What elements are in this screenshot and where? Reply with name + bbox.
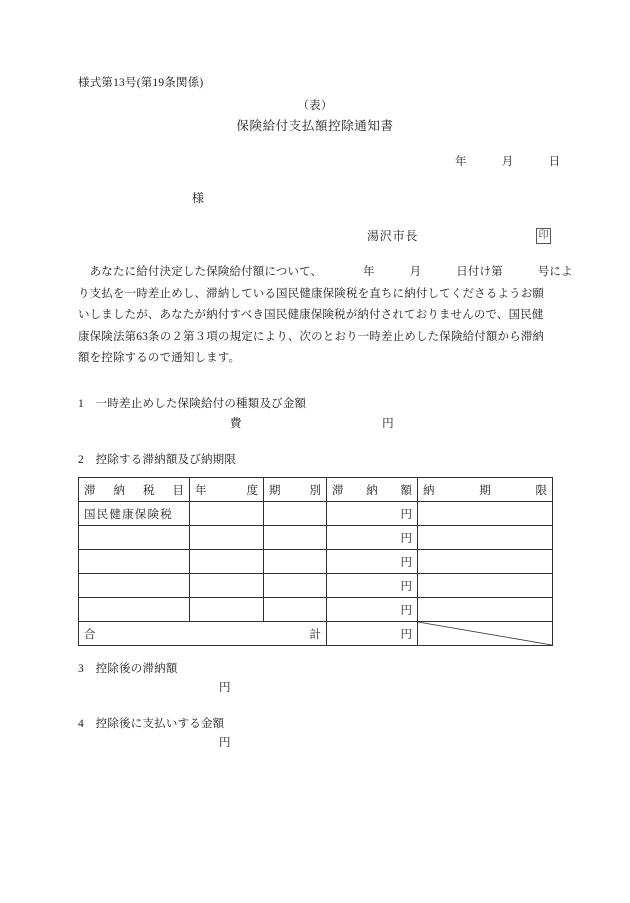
header-char: 期: [269, 484, 281, 497]
diagonal-strike-icon: [418, 622, 552, 645]
cell-year[interactable]: [190, 550, 264, 574]
cell-term[interactable]: [264, 574, 327, 598]
cell-year[interactable]: [190, 598, 264, 622]
cell-total-amount-unit[interactable]: 円: [327, 622, 418, 646]
section-3-title: 控除後の滞納額: [95, 663, 178, 675]
cell-tax-item[interactable]: [79, 550, 190, 574]
table-header-row: [79, 478, 553, 502]
body-line: 額を控除するので通知します。: [78, 352, 241, 364]
column-header-term: [264, 478, 327, 502]
section-4-heading: [78, 719, 224, 731]
page-title: 保険給付支払額控除通知書: [236, 119, 394, 133]
cell-year[interactable]: [190, 574, 264, 598]
header-char: 限: [535, 484, 547, 497]
body-paragraph: [78, 262, 573, 370]
cell-term[interactable]: [264, 598, 327, 622]
addressee-honorific: 様: [192, 191, 205, 205]
header-char: 目: [172, 484, 184, 497]
section-4-value-line: 円: [219, 737, 231, 749]
header-char: 期: [479, 484, 491, 497]
table-row: [79, 526, 553, 550]
issue-date-line: 年 月 日: [455, 156, 561, 168]
column-header-amount: [327, 478, 418, 502]
body-line: 康保険法第63条の２第３項の規定により、次のとおり一時差止めした保険給付額から滞納: [78, 330, 545, 343]
cell-amount-unit[interactable]: 円: [327, 574, 418, 598]
column-header-tax-item: [79, 478, 190, 502]
table-row: [79, 550, 553, 574]
seal-stamp-box: 印: [536, 228, 551, 244]
cell-total-label: [79, 622, 327, 646]
cell-term[interactable]: [264, 502, 327, 526]
cell-tax-item[interactable]: [79, 574, 190, 598]
section-4-number: 4: [78, 718, 84, 730]
section-3-number: 3: [78, 663, 84, 675]
cell-year[interactable]: [190, 526, 264, 550]
cell-due-date[interactable]: [418, 526, 553, 550]
cell-year[interactable]: [190, 502, 264, 526]
cell-total-due-date-struck: [418, 622, 553, 646]
table-total-row: [79, 622, 553, 646]
column-header-year: [190, 478, 264, 502]
cell-amount-unit[interactable]: 円: [327, 526, 418, 550]
header-char: 税: [143, 484, 155, 497]
section-2-heading: [78, 455, 236, 467]
body-line: あなたに給付決定した保険給付額について、 年 月 日付け第 号によ: [78, 266, 573, 278]
header-char: 納: [366, 484, 378, 497]
total-label-left: 合: [84, 628, 96, 641]
cell-term[interactable]: [264, 526, 327, 550]
section-3-heading: [78, 664, 178, 676]
total-label-right: 計: [309, 628, 321, 641]
cell-tax-item[interactable]: 国民健康保険税: [79, 502, 190, 526]
table-row: [79, 502, 553, 526]
section-1-number: 1: [78, 398, 84, 410]
header-char: 滞: [84, 484, 96, 497]
title-kind-label: （表）: [297, 100, 333, 112]
body-line: いしましたが、あなたが納付すべき国民健康保険税が納付されておりませんので、国民健: [78, 309, 544, 321]
cell-due-date[interactable]: [418, 574, 553, 598]
table-row: [79, 598, 553, 622]
cell-amount-unit[interactable]: 円: [327, 598, 418, 622]
section-1-value-line: 費 円: [230, 418, 394, 430]
issuer-name: 湯沢市長: [367, 229, 419, 243]
cell-amount-unit[interactable]: 円: [327, 502, 418, 526]
section-3-value-line: 円: [219, 682, 231, 694]
cell-tax-item[interactable]: [79, 598, 190, 622]
deduction-table: [78, 477, 553, 646]
cell-tax-item[interactable]: [79, 526, 190, 550]
section-1-heading: [78, 399, 306, 411]
header-char: 別: [309, 484, 321, 497]
body-line: り支払を一時差止めし、滞納している国民健康保険税を直ちに納付してくださるようお願: [78, 287, 544, 300]
cell-due-date[interactable]: [418, 598, 553, 622]
header-char: 度: [246, 484, 258, 497]
table-row: [79, 574, 553, 598]
cell-amount-unit[interactable]: 円: [327, 550, 418, 574]
header-char: 滞: [332, 484, 344, 497]
section-4-title: 控除後に支払いする金額: [95, 718, 225, 730]
cell-term[interactable]: [264, 550, 327, 574]
section-2-number: 2: [78, 454, 84, 466]
header-char: 納: [113, 484, 125, 497]
column-header-due-date: [418, 478, 553, 502]
header-char: 納: [423, 484, 435, 497]
cell-due-date[interactable]: [418, 502, 553, 526]
cell-due-date[interactable]: [418, 550, 553, 574]
section-2-title: 控除する滞納額及び納期限: [95, 454, 237, 466]
header-char: 年: [195, 484, 207, 497]
form-number: 様式第13号(第19条関係): [78, 77, 204, 89]
header-char: 額: [400, 484, 412, 497]
section-1-title: 一時差止めした保険給付の種類及び金額: [95, 398, 307, 410]
